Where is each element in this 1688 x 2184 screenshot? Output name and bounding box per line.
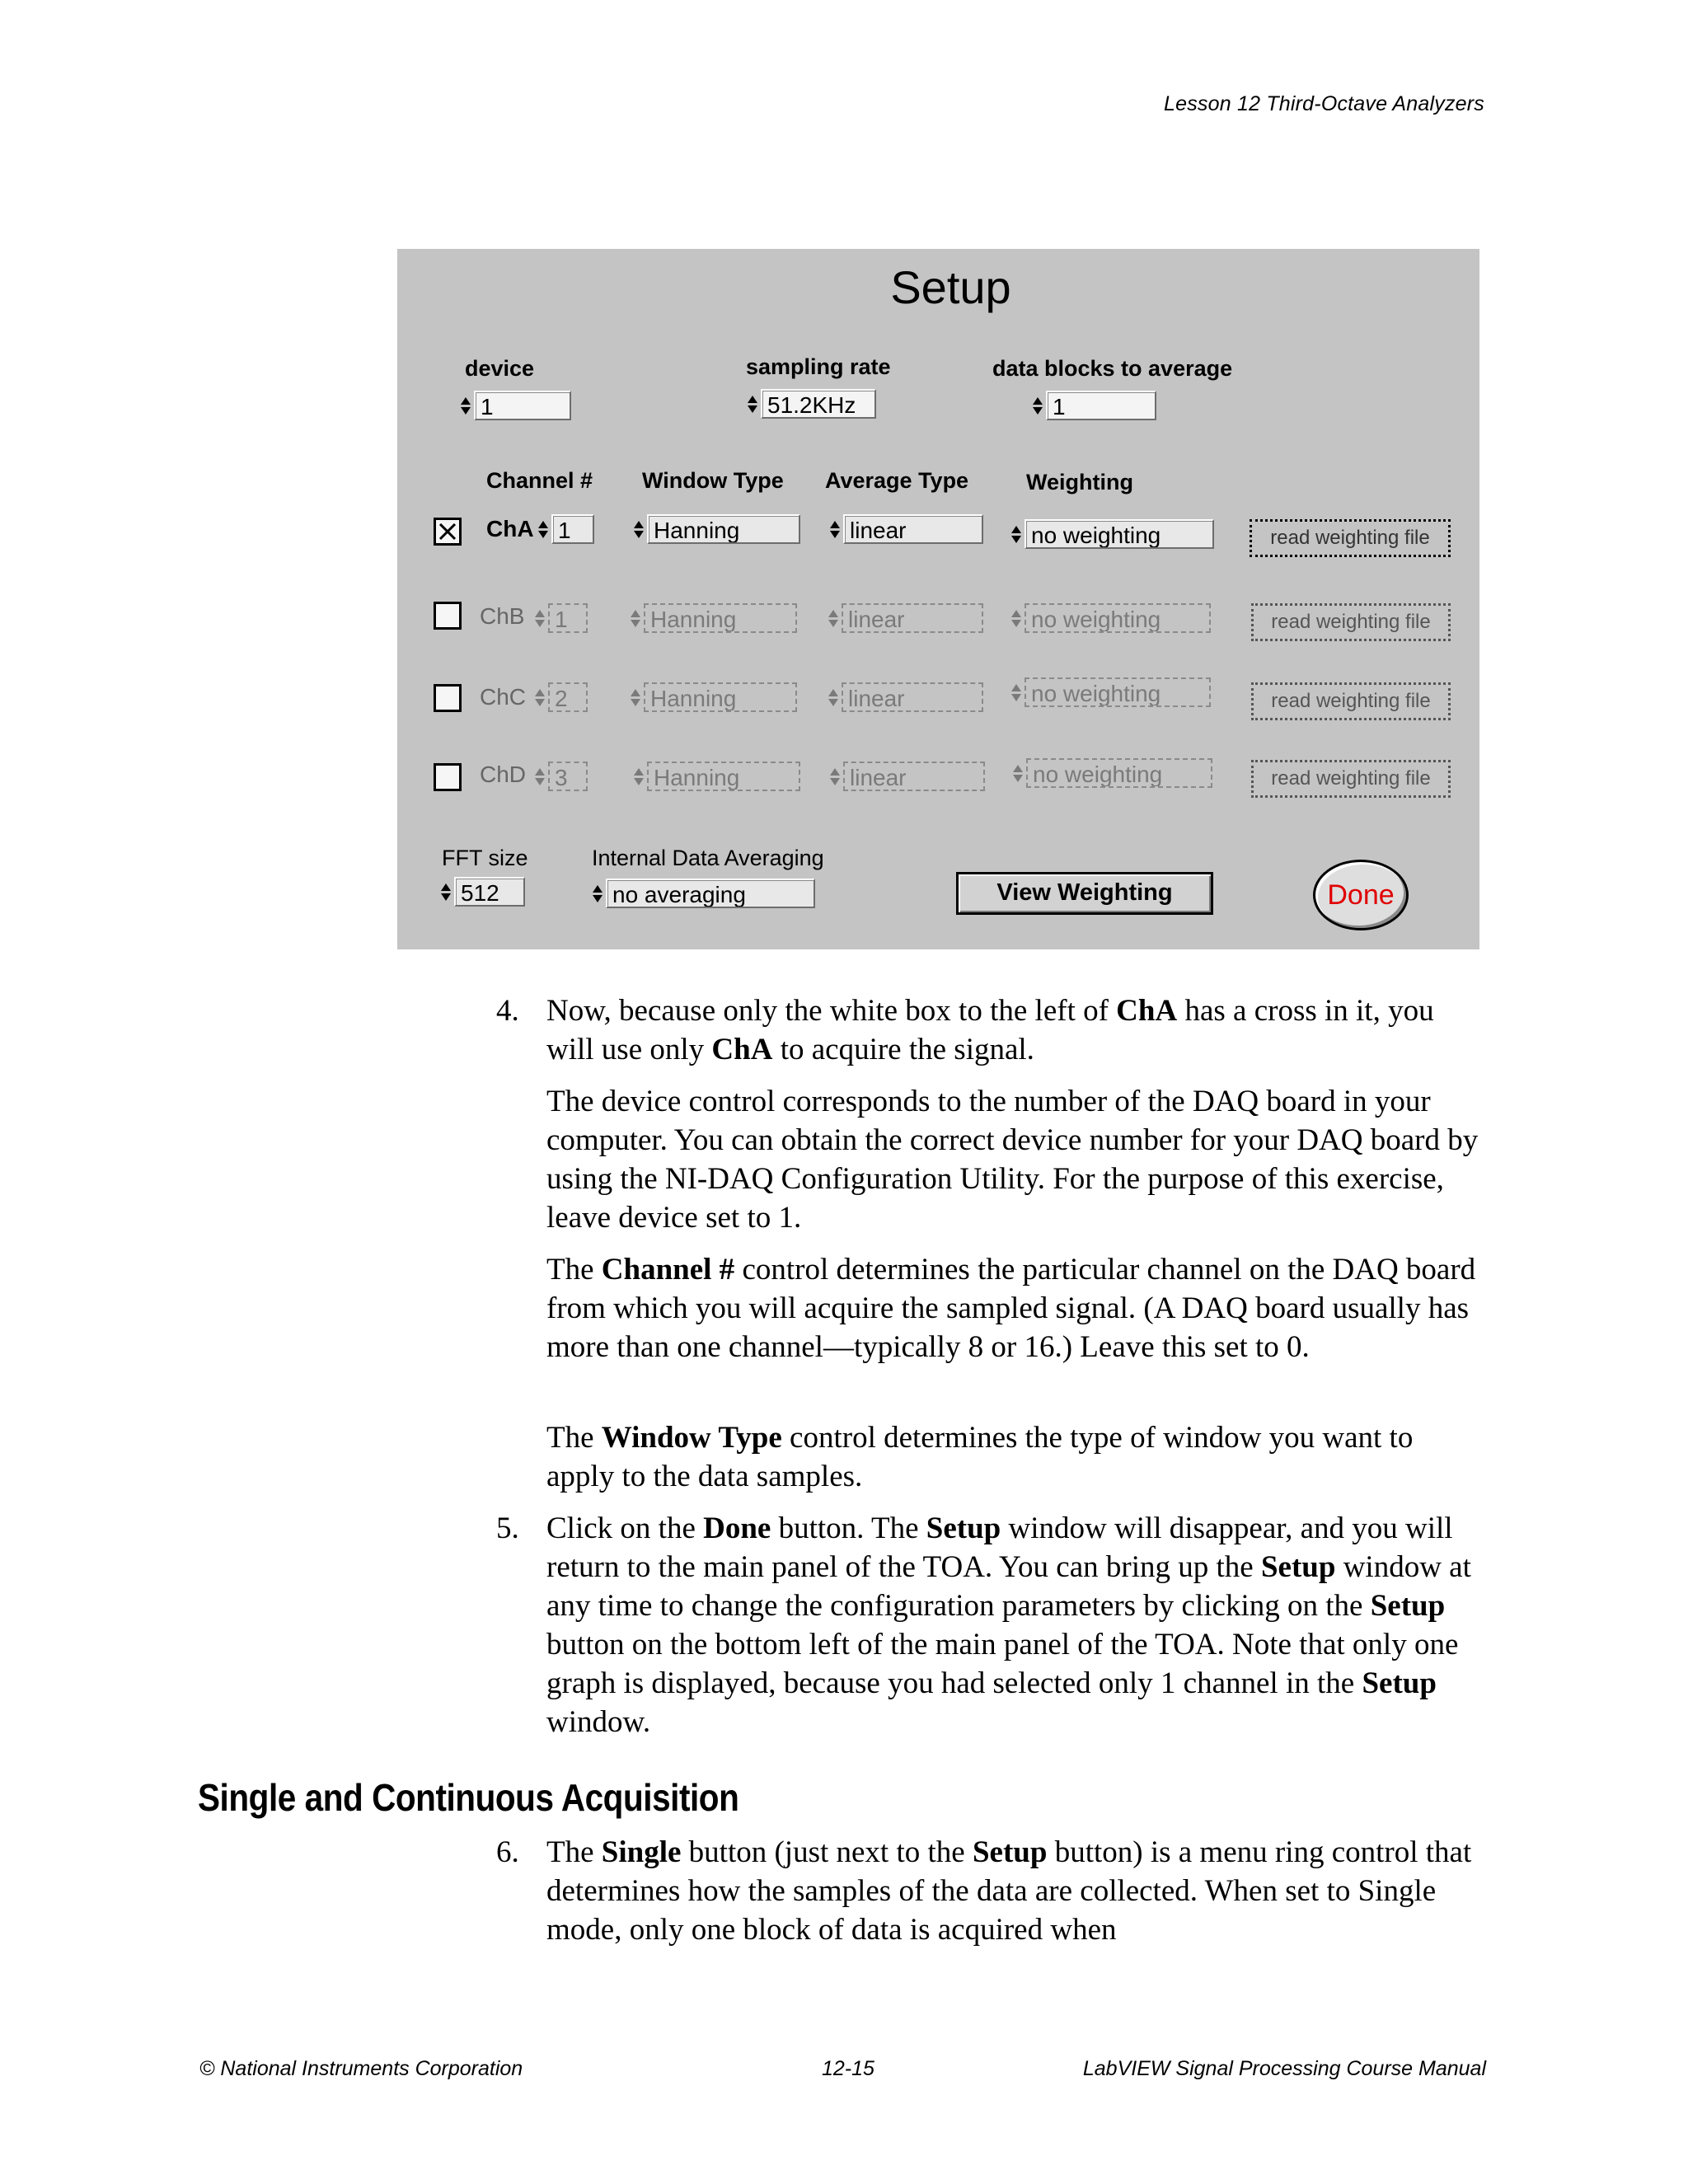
chd-weighting-control[interactable] — [1012, 757, 1212, 790]
chb-read-weighting-button[interactable]: read weighting file — [1251, 603, 1451, 641]
step-6-text: The Single button (just next to the Setup button) is a menu ring control that determines how the samples of the data are collected. When set to Single mode, only one block of data is acquired when — [546, 1835, 1472, 1947]
chb-average-control[interactable] — [828, 602, 983, 635]
cha-average-input[interactable]: linear — [843, 514, 983, 544]
cha-channel-control[interactable] — [537, 513, 594, 546]
channel-paragraph: The Channel # control determines the particular channel on the DAQ board from which you will acquire the sampled signal. (A DAQ board usually has more than one channel—typically 8 or 16.) Leave this set to 0. — [546, 1253, 1476, 1364]
done-button[interactable]: Done — [1313, 860, 1409, 930]
window-paragraph: The Window Type control determines the type of window you want to apply to the data samples. — [546, 1421, 1414, 1493]
chd-window-control[interactable] — [633, 760, 800, 793]
spinner-icon[interactable] — [534, 602, 546, 635]
spinner-icon[interactable] — [534, 760, 546, 793]
cha-window-input[interactable]: Hanning — [647, 514, 800, 544]
chb-label: ChB — [480, 603, 525, 629]
spinner-icon[interactable] — [1010, 676, 1022, 709]
chc-window-input[interactable]: Hanning — [644, 682, 797, 712]
device-label: device — [465, 356, 535, 381]
chb-window-control[interactable] — [630, 602, 797, 635]
step-5-number: 5. — [496, 1511, 519, 1545]
chb-weighting-input[interactable]: no weighting — [1025, 603, 1211, 633]
step-4-text: Now, because only the white box to the left of ChA has a cross in it, you will use only ChA to acquire the signal. — [546, 994, 1434, 1066]
setup-title: Setup — [890, 261, 1011, 313]
cha-average-control[interactable] — [829, 513, 983, 546]
chc-channel-control[interactable] — [534, 681, 588, 714]
chd-average-input[interactable]: linear — [843, 762, 985, 791]
cha-weighting-input[interactable]: no weighting — [1025, 519, 1214, 549]
chd-checkbox[interactable] — [434, 763, 462, 791]
fft-size-label: FFT size — [442, 846, 528, 870]
cha-label: ChA — [486, 516, 534, 541]
spinner-icon[interactable] — [829, 513, 841, 546]
chd-channel-control[interactable] — [534, 760, 588, 793]
chc-read-weighting-button[interactable]: read weighting file — [1251, 682, 1451, 720]
spinner-icon[interactable] — [829, 760, 841, 793]
chd-channel-input[interactable]: 3 — [548, 762, 588, 791]
chd-average-control[interactable] — [829, 760, 985, 793]
chb-channel-input[interactable]: 1 — [548, 603, 588, 633]
cha-channel-input[interactable]: 1 — [551, 514, 594, 544]
sampling-rate-input[interactable]: 51.2KHz — [761, 389, 876, 419]
chd-read-weighting-button[interactable]: read weighting file — [1251, 760, 1451, 798]
cha-checkbox[interactable] — [434, 518, 462, 546]
spinner-icon[interactable] — [537, 513, 549, 546]
running-header: Lesson 12 Third-Octave Analyzers — [1164, 92, 1484, 115]
step-4-number: 4. — [496, 994, 519, 1028]
spinner-icon[interactable] — [460, 389, 471, 422]
device-paragraph: The device control corresponds to the number of the DAQ board in your computer. You can obtain the correct device number for your DAQ board by using the NI-DAQ Configuration Utility. For the purpose of this exercise, leave device set to 1. — [546, 1085, 1479, 1235]
cross-icon — [438, 522, 457, 541]
chd-window-input[interactable]: Hanning — [647, 762, 800, 791]
chc-weighting-input[interactable]: no weighting — [1025, 677, 1211, 707]
spinner-icon[interactable] — [630, 681, 641, 714]
spinner-icon[interactable] — [1012, 757, 1024, 790]
data-blocks-control[interactable] — [1032, 389, 1156, 422]
device-input[interactable]: 1 — [474, 391, 571, 420]
cha-read-weighting-button[interactable]: read weighting file — [1250, 519, 1451, 557]
spinner-icon[interactable] — [1010, 518, 1022, 551]
chb-checkbox[interactable] — [434, 602, 462, 630]
fft-size-input[interactable]: 512 — [454, 877, 525, 907]
sampling-rate-control[interactable] — [747, 387, 876, 420]
chc-channel-input[interactable]: 2 — [548, 682, 588, 712]
footer-left: © National Instruments Corporation — [199, 2057, 523, 2080]
spinner-icon[interactable] — [633, 760, 645, 793]
spinner-icon[interactable] — [534, 681, 546, 714]
spinner-icon[interactable] — [630, 602, 641, 635]
chb-weighting-control[interactable] — [1010, 602, 1211, 635]
chc-weighting-control[interactable] — [1010, 676, 1211, 709]
chd-weighting-input[interactable]: no weighting — [1026, 758, 1212, 788]
spinner-icon[interactable] — [1010, 602, 1022, 635]
data-blocks-input[interactable]: 1 — [1046, 391, 1156, 420]
spinner-icon[interactable] — [440, 875, 452, 908]
channel-header: Channel # — [486, 468, 593, 493]
spinner-icon[interactable] — [1032, 389, 1043, 422]
internal-averaging-label: Internal Data Averaging — [592, 846, 824, 870]
average-type-header: Average Type — [825, 468, 969, 493]
fft-size-control[interactable] — [440, 875, 525, 908]
internal-averaging-control[interactable] — [592, 877, 815, 910]
chb-window-input[interactable]: Hanning — [644, 603, 797, 633]
section-heading: Single and Continuous Acquisition — [198, 1776, 739, 1819]
spinner-icon[interactable] — [828, 681, 839, 714]
spinner-icon[interactable] — [633, 513, 645, 546]
data-blocks-label: data blocks to average — [992, 356, 1233, 381]
spinner-icon[interactable] — [592, 877, 603, 910]
view-weighting-button[interactable]: View Weighting — [956, 872, 1213, 915]
chb-channel-control[interactable] — [534, 602, 588, 635]
step-5-text: Click on the Done button. The Setup window will disappear, and you will return to the main panel of the TOA. You can bring up the Setup window at any time to change the configuration parameters by clicking on the Setup button on the bottom left of the main panel of the TOA. Note that only one graph is displayed, because you had selected only 1 channel in the Setup window. — [546, 1511, 1471, 1739]
device-control[interactable] — [460, 389, 571, 422]
chc-window-control[interactable] — [630, 681, 797, 714]
weighting-header: Weighting — [1026, 470, 1133, 494]
chc-label: ChC — [480, 684, 527, 710]
chb-average-input[interactable]: linear — [842, 603, 983, 633]
cha-window-control[interactable] — [633, 513, 800, 546]
chc-average-input[interactable]: linear — [842, 682, 983, 712]
sampling-rate-label: sampling rate — [746, 354, 891, 379]
window-type-header: Window Type — [642, 468, 784, 493]
step-6-number: 6. — [496, 1835, 519, 1869]
chc-checkbox[interactable] — [434, 684, 462, 712]
chc-average-control[interactable] — [828, 681, 983, 714]
spinner-icon[interactable] — [747, 387, 758, 420]
spinner-icon[interactable] — [828, 602, 839, 635]
cha-weighting-control[interactable] — [1010, 518, 1214, 551]
setup-panel — [397, 249, 1479, 949]
chd-label: ChD — [480, 762, 527, 787]
page-number: 12-15 — [822, 2057, 874, 2080]
footer-right: LabVIEW Signal Processing Course Manual — [1082, 2057, 1486, 2080]
internal-averaging-input[interactable]: no averaging — [606, 879, 815, 908]
